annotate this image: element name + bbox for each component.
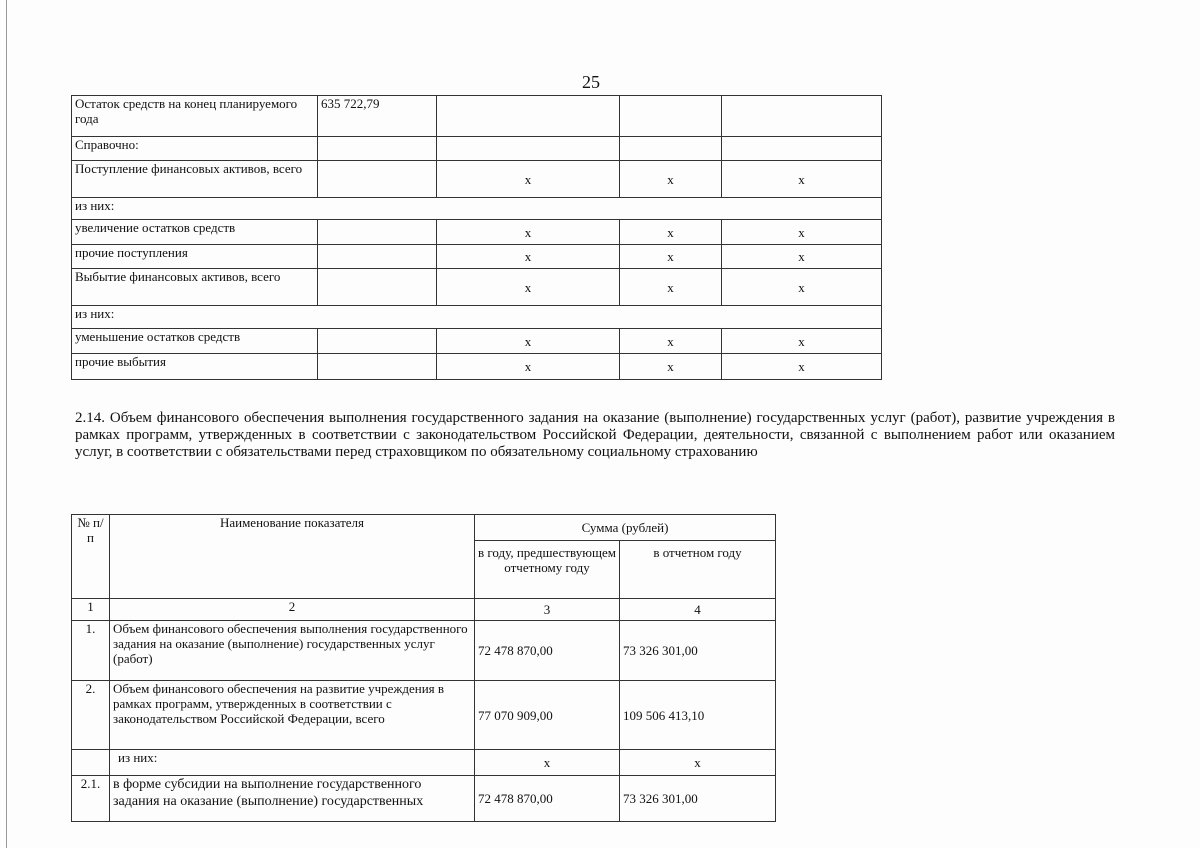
x-mark: х [437, 245, 620, 269]
table-row [72, 621, 776, 681]
page-number: 25 [582, 72, 600, 92]
table-row [72, 137, 882, 161]
row-number: 2.1. [72, 776, 110, 822]
x-mark: х [722, 269, 882, 306]
prev-year-value: 72 478 870,00 [475, 621, 620, 681]
x-mark: х [722, 354, 882, 380]
row-label: Поступление финансовых активов, всего [72, 161, 318, 198]
value-cell: 635 722,79 [318, 96, 437, 137]
table-row [72, 776, 776, 822]
x-mark: х [475, 750, 620, 776]
header-prev-year: в году, предшествующем отчетному году [475, 541, 620, 599]
value-cell [722, 96, 882, 137]
x-mark: х [722, 329, 882, 354]
header-sum: Сумма (рублей) [475, 515, 776, 541]
x-mark: х [722, 245, 882, 269]
report-year-value: 109 506 413,10 [620, 681, 776, 750]
table-row [72, 220, 882, 245]
x-mark: х [437, 354, 620, 380]
x-mark: х [620, 269, 722, 306]
index-cell: 1 [72, 599, 110, 621]
header-number: № п/п [72, 515, 110, 599]
report-year-value: 73 326 301,00 [620, 621, 776, 681]
x-mark: х [620, 354, 722, 380]
table-row [72, 306, 882, 329]
prev-year-value: 72 478 870,00 [475, 776, 620, 822]
x-mark: х [620, 329, 722, 354]
x-mark: х [437, 220, 620, 245]
index-cell: 4 [620, 599, 776, 621]
value-cell [318, 161, 437, 198]
row-label: Справочно: [72, 137, 318, 161]
x-mark: х [722, 161, 882, 198]
row-number: 1. [72, 621, 110, 681]
header-row [72, 515, 776, 541]
prev-year-value: 77 070 909,00 [475, 681, 620, 750]
row-label: прочие выбытия [72, 354, 318, 380]
header-report-year: в отчетном году [620, 541, 776, 599]
table-row [72, 96, 882, 137]
value-cell [437, 96, 620, 137]
table-row [72, 329, 882, 354]
row-name: из них: [110, 750, 475, 776]
index-cell: 3 [475, 599, 620, 621]
report-year-value: 73 326 301,00 [620, 776, 776, 822]
row-label: из них: [72, 306, 882, 329]
table-row [72, 245, 882, 269]
x-mark: х [437, 329, 620, 354]
row-label: увеличение остатков средств [72, 220, 318, 245]
value-cell [318, 245, 437, 269]
row-number: 2. [72, 681, 110, 750]
x-mark: х [620, 245, 722, 269]
table-row [72, 354, 882, 380]
row-name: Объем финансового обеспечения выполнения государственного задания на оказание (выполнение) государственных услуг (работ) [110, 621, 475, 681]
x-mark: х [437, 161, 620, 198]
header-indicator-name: Наименование показателя [110, 515, 475, 599]
row-label: из них: [72, 198, 882, 220]
x-mark: х [620, 750, 776, 776]
value-cell [318, 354, 437, 380]
table-row [72, 750, 776, 776]
index-cell: 2 [110, 599, 475, 621]
index-row [72, 599, 776, 621]
table-row [72, 269, 882, 306]
page-edge-line [6, 0, 7, 848]
financial-assets-table [71, 95, 882, 380]
row-label: Остаток средств на конец планируемого года [72, 96, 318, 137]
x-mark: х [437, 269, 620, 306]
table-row [72, 161, 882, 198]
row-label: Выбытие финансовых активов, всего [72, 269, 318, 306]
row-label: уменьшение остатков средств [72, 329, 318, 354]
value-cell [318, 269, 437, 306]
section-heading: 2.14. Объем финансового обеспечения выполнения государственного задания на оказание (выполнение) государственных услуг (работ), развитие учреждения в рамках программ, утвержденных в соответствии с законодательством Российской Федерации, деятельности, связанной с выполнением работ или оказанием услуг, в соответствии с обязательствами перед страховщиком по обязательному социальному страхованию [75, 410, 1115, 460]
table-row [72, 681, 776, 750]
value-cell [318, 220, 437, 245]
row-name: Объем финансового обеспечения на развитие учреждения в рамках программ, утвержденных в соответствии с законодательством Российской Федерации, всего [110, 681, 475, 750]
row-name: в форме субсидии на выполнение государственного задания на оказание (выполнение) государственных [110, 776, 475, 822]
row-number [72, 750, 110, 776]
row-label: прочие поступления [72, 245, 318, 269]
funding-volume-table [71, 514, 776, 822]
value-cell [620, 96, 722, 137]
x-mark: х [620, 220, 722, 245]
value-cell [318, 329, 437, 354]
table-row [72, 198, 882, 220]
x-mark: х [620, 161, 722, 198]
x-mark: х [722, 220, 882, 245]
